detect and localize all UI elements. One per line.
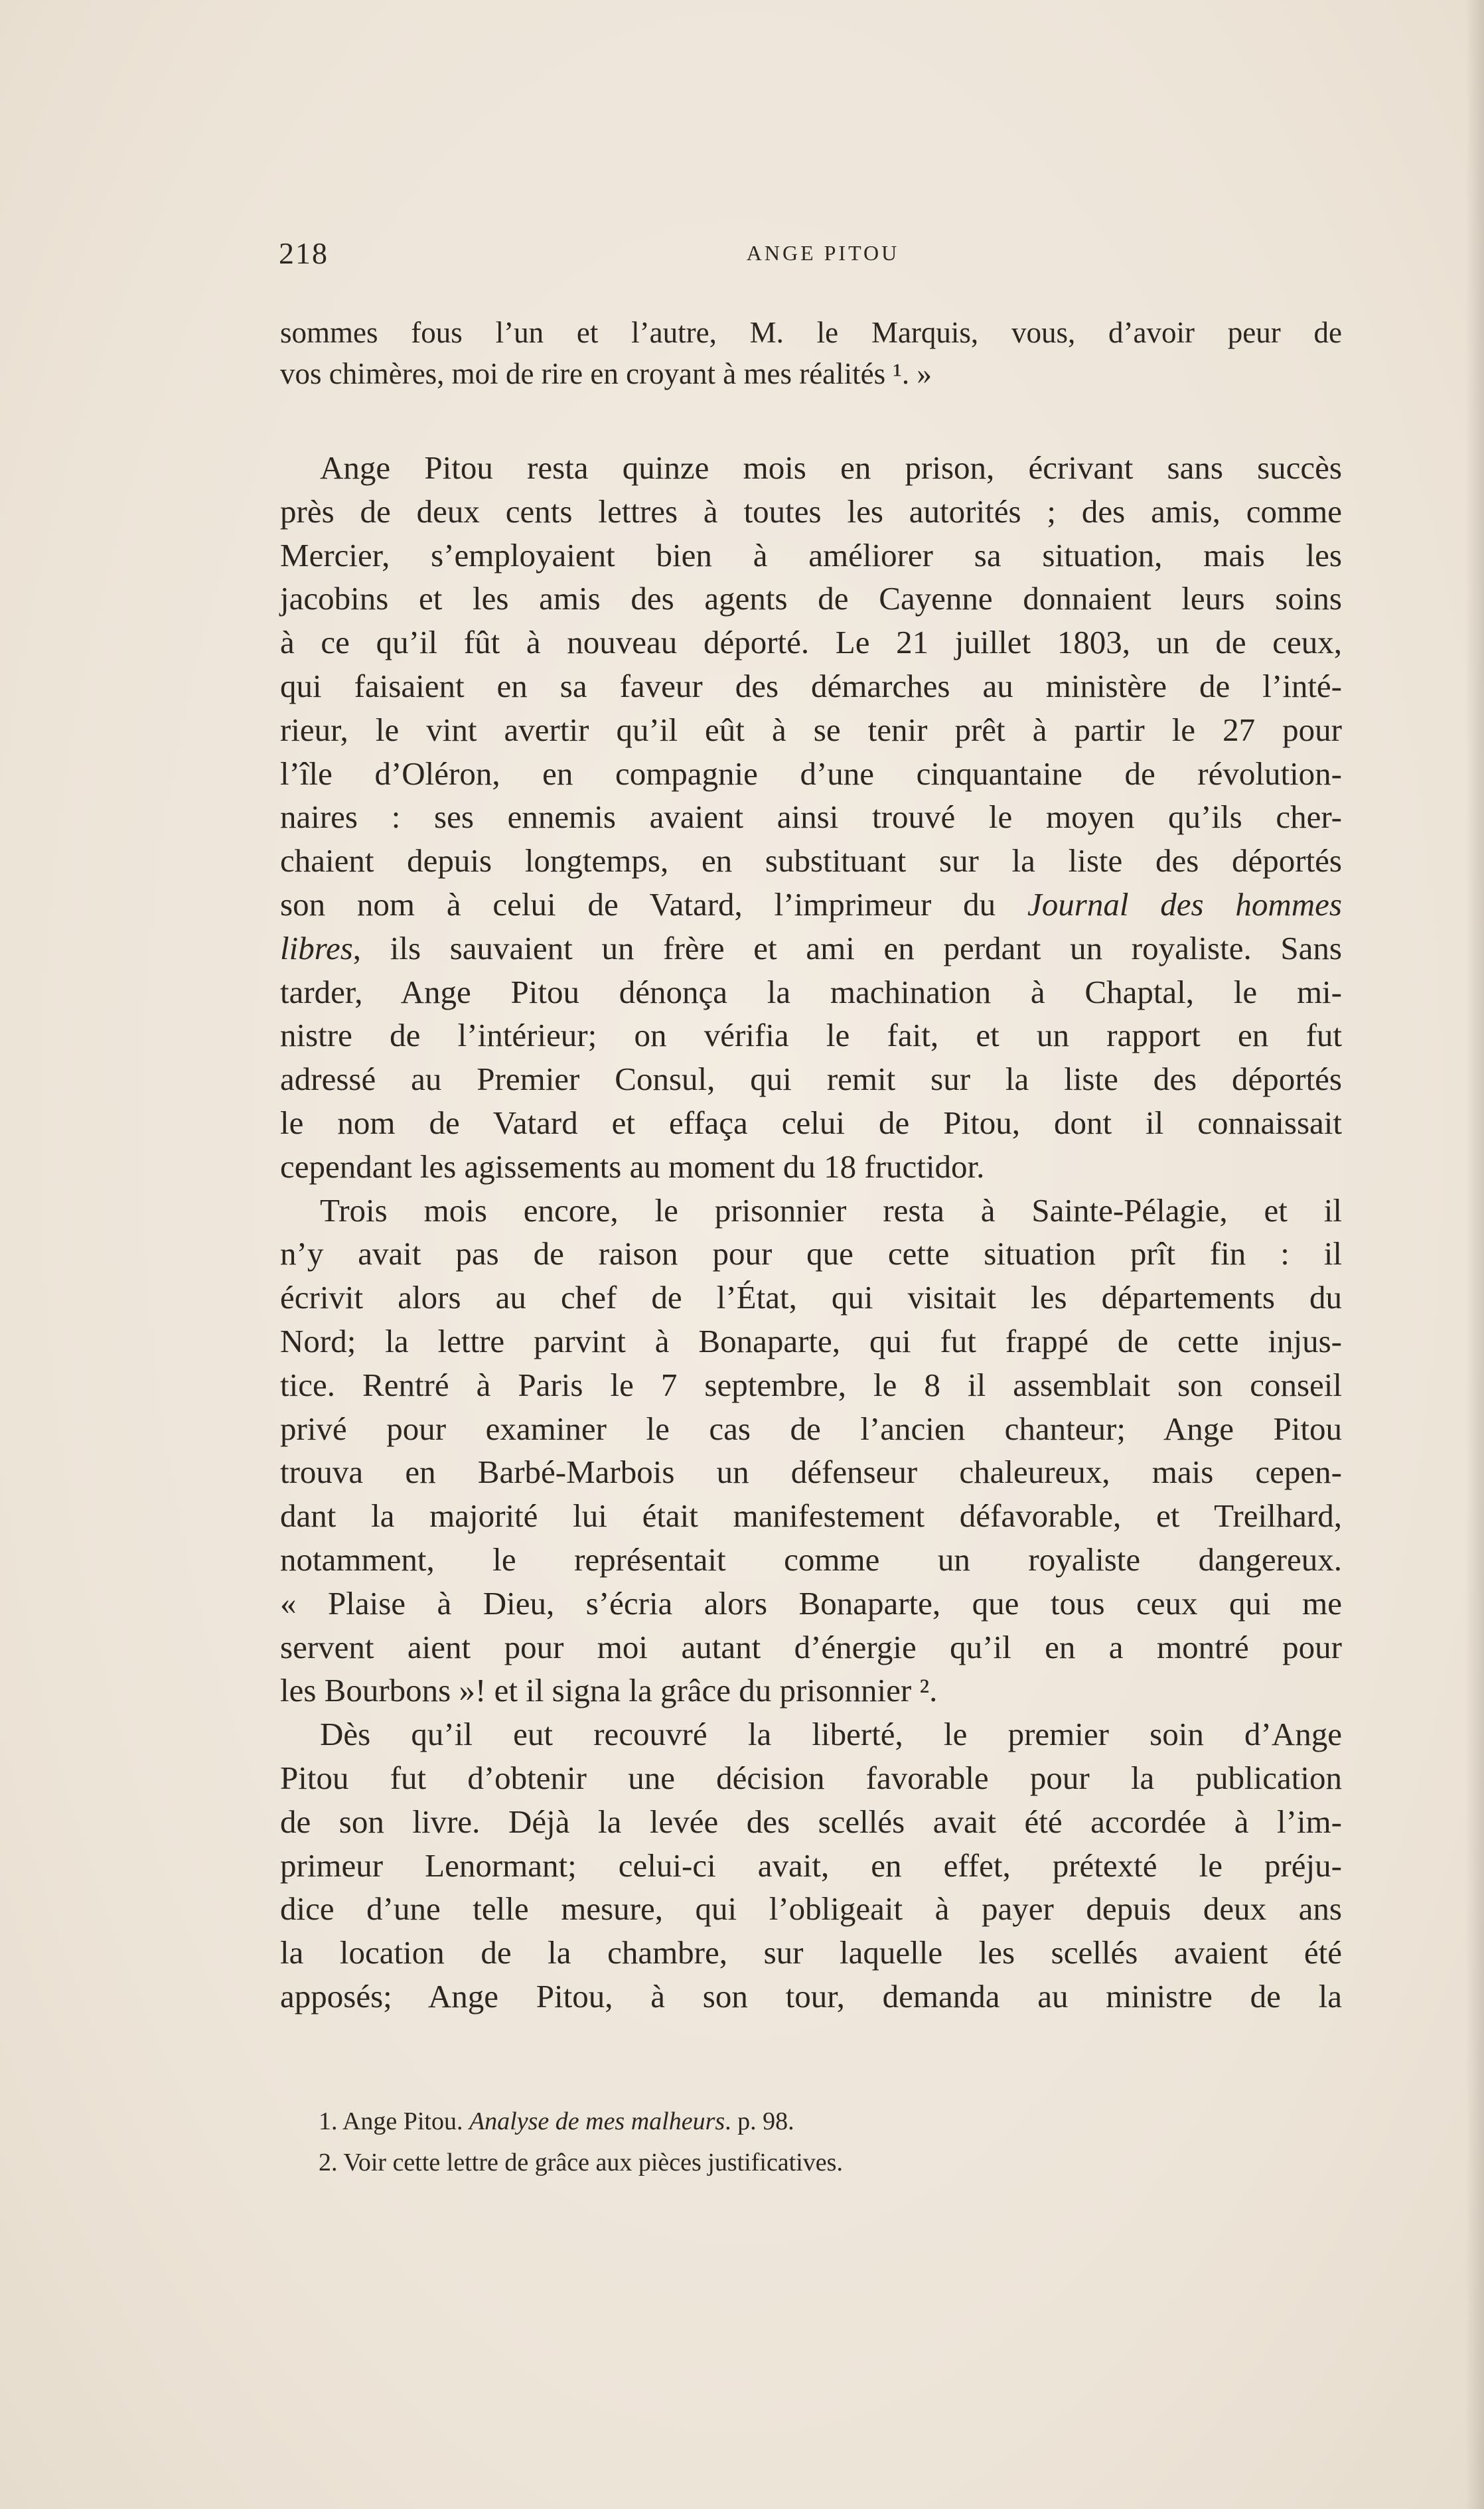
continuation-paragraph [280,312,1342,394]
text-line: notamment, le représentait comme un royaliste dangereux. [280,1541,1342,1578]
text-line: vos chimères, moi de rire en croyant à mes réalités ¹. » [280,357,932,390]
text-line: chaient depuis longtemps, en substituant sur la liste des déportés [280,842,1342,879]
paragraph-2 [280,1189,1342,1713]
body-text [280,312,1342,2018]
text-line: primeur Lenormant; celui-ci avait, en effet, prétexté le préju- [280,1847,1342,1884]
text-line: la location de la chambre, sur laquelle les scellés avaient été [280,1934,1342,1971]
text-line: de son livre. Déjà la levée des scellés avait été accordée à l’im- [280,1803,1342,1840]
text-line: qui faisaient en sa faveur des démarches au ministère de l’inté- [280,667,1342,704]
text-line: rieur, le vint avertir qu’il eût à se tenir prêt à partir le 27 pour [280,711,1342,748]
paragraph-1 [280,446,1342,1189]
text-line: Nord; la lettre parvint à Bonaparte, qui fut frappé de cette injus- [280,1322,1342,1359]
text-line: Ange Pitou resta quinze mois en prison, écrivant sans succès [320,449,1342,486]
text-line: Dès qu’il eut recouvré la liberté, le premier soin d’Ange [320,1716,1342,1753]
text-line: tice. Rentré à Paris le 7 septembre, le 8 il assemblait son conseil [280,1366,1342,1403]
text-line: libres, ils sauvaient un frère et ami en perdant un royaliste. Sans [280,929,1342,966]
text-line: apposés; Ange Pitou, à son tour, demanda au ministre de la [280,1977,1342,2015]
text-line: l’île d’Oléron, en compagnie d’une cinquantaine de révolution- [280,755,1342,792]
text-line: dice d’une telle mesure, qui l’obligeait à payer depuis deux ans [280,1890,1342,1928]
text-line: Pitou fut d’obtenir une décision favorable pour la publication [280,1759,1342,1796]
running-title: ANGE PITOU [746,241,900,265]
text-line: trouva en Barbé-Marbois un défenseur chaleureux, mais cepen- [280,1454,1342,1491]
text-line: près de deux cents lettres à toutes les autorités ; des amis, comme [280,493,1342,530]
text-line: adressé au Premier Consul, qui remit sur la liste des déportés [280,1061,1342,1098]
text-line: les Bourbons »! et il signa la grâce du prisonnier ². [280,1672,938,1709]
text-line: écrivit alors au chef de l’État, qui visitait les départements du [280,1279,1342,1316]
text-line: son nom à celui de Vatard, l’imprimeur du Journal des hommes [280,885,1343,923]
text-line: sommes fous l’un et l’autre, M. le Marquis, vous, d’avoir peur de [280,316,1342,349]
text-line: Trois mois encore, le prisonnier resta à Sainte-Pélagie, et il [320,1191,1342,1229]
paragraph-gap [280,394,1342,446]
text-line: Mercier, s’employaient bien à améliorer sa situation, mais les [280,536,1342,573]
footnote-2: 2. Voir cette lettre de grâce aux pièces justificatives. [319,2149,843,2176]
text-line: tarder, Ange Pitou dénonça la machination à Chaptal, le mi- [280,973,1342,1010]
page-edge-shadow [1465,0,1484,2509]
text-line: n’y avait pas de raison pour que cette situation prît fin : il [280,1235,1342,1272]
footnote-1: 1. Ange Pitou. Analyse de mes malheurs. p. 98. [319,2107,794,2135]
text-line: servent aient pour moi autant d’énergie qu’il en a montré pour [280,1628,1342,1665]
page-header [279,236,1341,282]
paragraph-3 [280,1712,1342,2018]
text-line: à ce qu’il fût à nouveau déporté. Le 21 juillet 1803, un de ceux, [280,624,1342,661]
text-line: dant la majorité lui était manifestement défavorable, et Treilhard, [280,1497,1342,1535]
text-line: naires : ses ennemis avaient ainsi trouvé le moyen qu’ils cher- [280,798,1342,836]
text-line: nistre de l’intérieur; on vérifia le fait, et un rapport en fut [280,1017,1342,1054]
text-line: « Plaise à Dieu, s’écria alors Bonaparte, que tous ceux qui me [280,1584,1342,1622]
text-line: privé pour examiner le cas de l’ancien chanteur; Ange Pitou [280,1410,1342,1447]
text-line: cependant les agissements au moment du 18 fructidor. [280,1148,985,1185]
footnotes [319,2101,1341,2183]
page-number: 218 [279,236,329,270]
text-line: le nom de Vatard et effaça celui de Pitou, dont il connaissait [280,1104,1342,1141]
text-line: jacobins et les amis des agents de Cayenne donnaient leurs soins [280,580,1342,617]
